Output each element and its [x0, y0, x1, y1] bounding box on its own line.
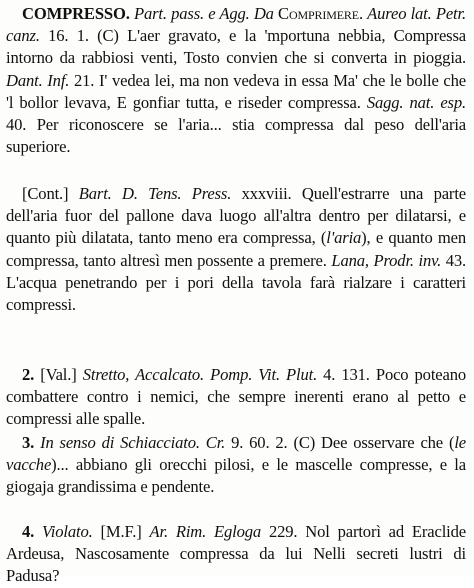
citation-source: Sagg. nat. esp.	[366, 92, 466, 112]
cross-reference: Comprimere	[278, 4, 359, 23]
citation-text: 16. 1. (C) L'aer gravato, e la 'mportuna nebbia, Compressa intorno da rabbiosi venti, Tosto convien che si converta in pioggia.	[6, 26, 466, 68]
citation-source: Dant. Inf.	[6, 70, 70, 90]
citation-source: Aureo lat. Petr. canz.	[6, 4, 466, 46]
sense-definition: Stretto, Accalcato. Pomp. Vit. Plut.	[82, 365, 318, 384]
sense-4-paragraph	[6, 521, 466, 588]
citation-text: 229. Nol partorì ad Eraclide Ardeusa, Nascosamente compressa da lui Nelli secreti lustri di Padusa?	[6, 522, 466, 586]
citation-text: 43. L'acqua penetrando per i pori della tavola farà rialzare i caratteri compressi.	[6, 250, 466, 315]
sense-number: 4.	[22, 522, 35, 541]
headword: COMPRESSO.	[22, 4, 130, 23]
citation-text: 40. Per riconoscere se l'aria... stia compressa dal peso dell'aria superiore.	[6, 115, 466, 157]
sense-3-paragraph	[6, 432, 466, 499]
citation-text: 4. 131. Poco poteano combattere contro i nemici, che sempre inerenti erano al petto e compressi alle spalle.	[6, 365, 467, 429]
editor-tag: [Val.]	[34, 365, 83, 384]
definition-end: .	[358, 4, 368, 23]
citation-source: Ar. Rim. Egloga	[149, 522, 262, 541]
sense-definition: Violato.	[34, 522, 93, 541]
editor-tag: [M.F.]	[92, 522, 150, 541]
entry-continuation-paragraph	[6, 183, 466, 316]
citation-source: Lana, Prodr. inv.	[331, 250, 442, 270]
sense-number: 3.	[22, 433, 35, 452]
citation-text: 21. I' vedea lei, ma non vedeva in essa Ma' che le bolle che 'l bollor levava, E gonfiar tutta, e riseder compressa.	[6, 70, 466, 112]
sense-number: 2.	[22, 365, 35, 384]
citation-source: Bart. D. Tens. Press.	[78, 184, 232, 203]
grammar-definition: Part. pass. e Agg. Da	[129, 4, 279, 23]
citation-text: ), e quanto men compressa, tanto altresì men possente a premere.	[6, 228, 467, 270]
entry-main-paragraph	[6, 3, 466, 158]
sense-definition: In senso di Schiacciato. Cr.	[34, 433, 226, 452]
gloss: l'aria	[326, 228, 362, 248]
citation-text: xxxviii. Quell'estrarre una parte dell'aria fuor del pallone dava luogo all'altra dentro per dilatarsi, e quanto più dilatata, tanto meno era compressa, (	[6, 184, 466, 248]
citation-text: )... abbiano gli orecchi pilosi, e le mascelle compresse, e la giogaja grandissima e pendente.	[6, 455, 466, 497]
sense-2-paragraph	[6, 364, 466, 431]
citation-text: 9. 60. 2. (C) Dee osservare che (	[225, 433, 455, 452]
gloss: le vacche	[6, 433, 467, 475]
editor-tag: [Cont.]	[22, 184, 79, 203]
